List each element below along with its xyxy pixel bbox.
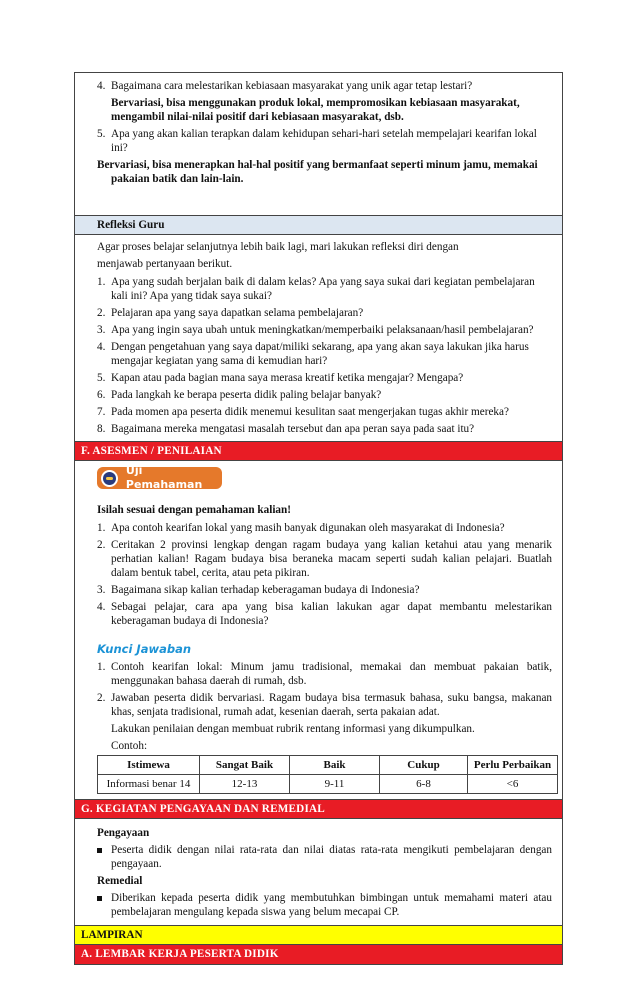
list-item: 1. Apa contoh kearifan lokal yang masih banyak digunakan oleh masyarakat di Indonesia? (97, 522, 505, 534)
list-item: 5. Apa yang akan kalian terapkan dalam kehidupan sehari-hari setelah mempelajari kearifan lokal ini? (97, 128, 537, 154)
refleksi-list (97, 275, 552, 436)
list-item: 2. Pelajaran apa yang saya dapatkan selama pembelajaran? (97, 307, 364, 319)
list-item: Peserta didik dengan nilai rata-rata dan nilai diatas rata-rata mengikuti pembelajaran dengan pengayaan. (97, 843, 552, 871)
table-cell: 6-8 (380, 775, 468, 794)
list-item: 7. Pada momen apa peserta didik menemui kesulitan saat mengerjakan tugas akhir mereka? (97, 406, 509, 418)
list-item: 4. Sebagai pelajar, cara apa yang bisa kalian lakukan agar dapat membantu melestarikan keberagaman budaya di Indonesia? (97, 601, 552, 627)
asesmen-instruction: Isilah sesuai dengan pemahaman kalian! (97, 504, 291, 516)
kegiatan-header: G. KEGIATAN PENGAYAAN DAN REMEDIAL (75, 800, 562, 819)
asesmen-header: F. ASESMEN / PENILAIAN (75, 442, 562, 461)
table-header-row (98, 756, 558, 775)
uji-pemahaman-badge: Uji Pemahaman (97, 467, 222, 489)
list-item: 2. Ceritakan 2 provinsi lengkap dengan ragam budaya yang kalian ketahui atau yang menarik perhatian kalian! Ragam budaya bisa beraneka macam seperti sudah kalian pelajari. Buatlah dalam bentuk tabel, cerita, atau peta pikiran. (97, 539, 552, 579)
square-bullet-icon (97, 848, 102, 853)
kunci-jawaban-body (75, 660, 552, 753)
asesmen-list (97, 521, 552, 628)
rubric-table (97, 755, 558, 794)
list-item: 6. Pada langkah ke berapa peserta didik paling belajar banyak? (97, 389, 382, 401)
pengayaan-list (75, 843, 552, 871)
table-row (98, 775, 558, 794)
list-item: 1. Apa yang sudah berjalan baik di dalam kelas? Apa yang saya sukai dari kegiatan pembelajaran kali ini? Apa yang tidak saya sukai? (97, 276, 535, 302)
table-header: Sangat Baik (200, 756, 290, 775)
table-header: Perlu Perbaikan (468, 756, 558, 775)
kegiatan-body (75, 819, 562, 926)
target-icon (101, 470, 118, 487)
refleksi-body (75, 235, 562, 442)
table-cell: 9-11 (290, 775, 380, 794)
refleksi-header: Refleksi Guru (75, 216, 562, 235)
contoh-label: Contoh: (111, 740, 148, 752)
asesmen-questions (75, 503, 552, 628)
rubric-note: Lakukan penilaian dengan membuat rubrik rentang informasi yang dikumpulkan. (111, 723, 475, 735)
list-item: 2. Jawaban peserta didik bervariasi. Ragam budaya bisa termasuk bahasa, suku bangsa, makanan khas, senjata tradisional, rumah adat, kesenian daerah, serta pakaian adat. (97, 692, 552, 718)
remedial-title: Remedial (97, 875, 143, 887)
table-cell: Informasi benar 14 (98, 775, 200, 794)
table-header: Istimewa (98, 756, 200, 775)
list-item: 5. Kapan atau pada bagian mana saya merasa kreatif ketika mengajar? Mengapa? (97, 372, 464, 384)
refleksi-intro-1: Agar proses belajar selanjutnya lebih baik lagi, mari lakukan refleksi diri dengan (97, 241, 459, 253)
list-item: 3. Apa yang ingin saya ubah untuk meningkatkan/memperbaiki pelaksanaan/hasil pembelajaran? (97, 324, 534, 336)
table-header: Baik (290, 756, 380, 775)
answer-5: Bervariasi, bisa menerapkan hal-hal positif yang bermanfaat seperti minum jamu, memakai pakaian batik dan lain-lain. (97, 159, 538, 185)
lembar-kerja-header: A. LEMBAR KERJA PESERTA DIDIK (75, 945, 562, 964)
section-top-questions (75, 73, 562, 216)
list-item: 3. Bagaimana sikap kalian terhadap keberagaman budaya di Indonesia? (97, 584, 420, 596)
question-list-top-2 (97, 127, 552, 155)
pengayaan-title: Pengayaan (97, 827, 150, 839)
square-bullet-icon (97, 896, 102, 901)
remedial-list (75, 891, 552, 919)
list-item: 8. Bagaimana mereka mengatasi masalah tersebut dan apa peran saya pada saat itu? (97, 423, 475, 435)
kunci-list (97, 660, 552, 719)
list-item: 1. Contoh kearifan lokal: Minum jamu tradisional, memakai dan membuat pakaian batik, menggunakan bahasa daerah di rumah, dsb. (97, 661, 552, 687)
kunci-jawaban-title: Kunci Jawaban (97, 642, 192, 656)
table-cell: <6 (468, 775, 558, 794)
lampiran-header: LAMPIRAN (75, 926, 562, 945)
list-item: 4. Bagaimana cara melestarikan kebiasaan masyarakat yang unik agar tetap lestari? (97, 80, 473, 92)
question-list-top (97, 79, 552, 93)
document-frame (74, 72, 563, 965)
table-cell: 12-13 (200, 775, 290, 794)
refleksi-intro-2: menjawab pertanyaan berikut. (97, 258, 233, 270)
answer-4: Bervariasi, bisa menggunakan produk lokal, mempromosikan kebiasaan masyarakat, mengambil nilai-nilai positif dari kebiasaan masyarakat, dsb. (111, 97, 520, 123)
list-item: 4. Dengan pengetahuan yang saya dapat/miliki sekarang, apa yang akan saya lakukan jika harus mengajar kegiatan yang sama di kemudian hari? (97, 341, 529, 367)
table-header: Cukup (380, 756, 468, 775)
list-item: Diberikan kepada peserta didik yang membutuhkan bimbingan untuk memahami materi atau pembelajaran mengulang kepada siswa yang belum mecapai CP. (97, 891, 552, 919)
asesmen-body (75, 461, 562, 800)
